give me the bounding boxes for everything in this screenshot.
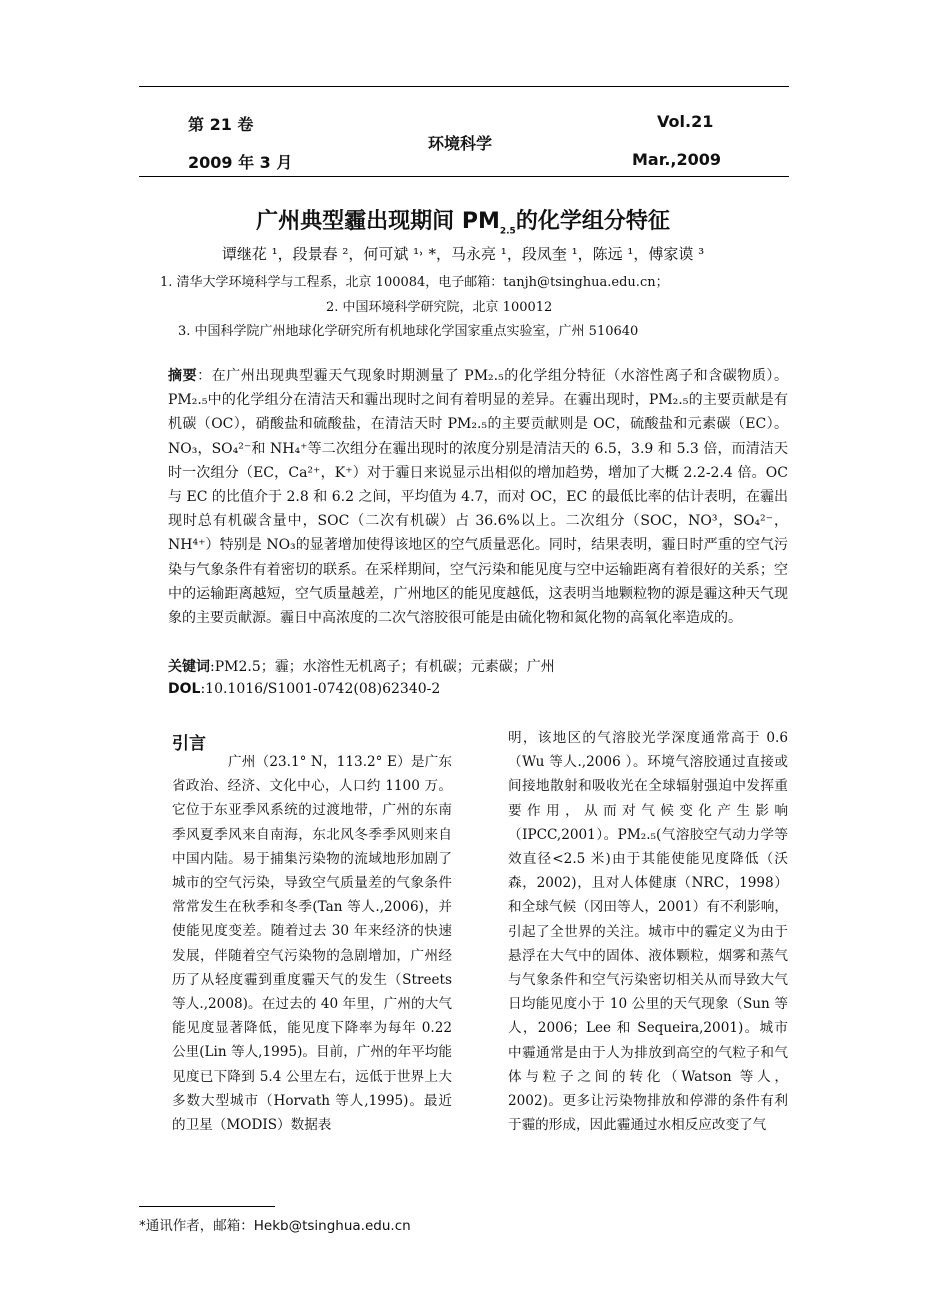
intro-column-2: 明，该地区的气溶胶光学深度通常高于 0.6（Wu 等人.,2006 ）。环境气溶胶通过直接或间接地散射和吸收光在全球辐射强迫中发挥重要作用，从而对气候变化产生影响（IPCC,2001）。PM₂.₅(气溶胶空气动力学等效直径<2.5 米)由于其能使能见度降低（沃森，2002)，且对人体健康（NRC，1998）和全球气候（冈田等人，2001）有不利影响，引起了全世界的关注。城市中的霾定义为由于悬浮在大气中的固体、液体颗粒，烟雾和蒸气与气象条件和空气污染密切相关从而导致大气日均能见度小于 10 公里的天气现象（Sun 等人，2006；Lee 和 Sequeira,2001)。城市中霾通常是由于人为排放到高空的气粒子和气体与粒子之间的转化（Watson 等人，2002)。更多让污染物排放和停滞的条件有利于霾的形成，因此霾通过水相反应改变了气 xyxy=(508,730,788,1134)
title-part1: 广州典型霾出现期间 PM xyxy=(256,209,500,234)
keywords-text: :PM2.5；霾；水溶性无机离子；有机碳；元素碳；广州 xyxy=(210,659,555,675)
affiliation-3: 3. 中国科学院广州地球化学研究所有机地球化学国家重点实验室，广州 510640 xyxy=(178,324,639,339)
affiliation-2: 2. 中国环境科学研究院，北京 100012 xyxy=(326,300,553,315)
footnote: *通讯作者，邮箱：Hekb@tsinghua.edu.cn xyxy=(139,1218,411,1234)
title-part2: 的化学组分特征 xyxy=(515,209,670,234)
header-rule xyxy=(139,86,789,87)
doi-text: :10.1016/S1001-0742(08)62340-2 xyxy=(200,681,441,697)
journal-name: 环境科学 xyxy=(428,134,493,153)
header-bottom-rule xyxy=(139,176,789,177)
doi-label: DOL xyxy=(168,681,201,697)
keywords xyxy=(168,656,555,676)
date-en: Mar.,2009 xyxy=(632,150,722,169)
paper-title xyxy=(0,204,926,235)
abstract-text: ：在广州出现典型霾天气现象时期测量了 PM₂.₅的化学组分特征（水溶性离子和含碳物质）。PM₂.₅中的化学组分在清洁天和霾出现时之间有着明显的差异。在霾出现时，PM₂.₅的主要贡献是有机碳（OC），硝酸盐和硫酸盐，在清洁天时 PM₂.₅的主要贡献则是 OC，硫酸盐和元素碳（EC）。NO₃，SO₄²⁻和 NH₄⁺等二次组分在霾出现时的浓度分别是清洁天的 6.5，3.9 和 5.3 倍，而清洁天时一次组分（EC，Ca²⁺，K⁺）对于霾日来说显示出相似的增加趋势，增加了大概 2.2-2.4 倍。OC 与 EC 的比值介于 2.8 和 6.2 之间，平均值为 4.7，而对 OC，EC 的最低比率的估计表明，在霾出现时总有机碳含量中，SOC（二次有机碳）占 36.6%以上。二次组分（SOC，NO³，SO₄²⁻，NH⁴⁺）特别是 NO₃的显著增加使得该地区的空气质量恶化。同时，结果表明，霾日时严重的空气污染与气象条件有着密切的联系。在采样期间，空气污染和能见度与空中运输距离有着很好的关系；空中的运输距离越短，空气质量越差，广州地区的能见度越低，这表明当地颗粒物的源是霾这种天气现象的主要贡献源。霾日中高浓度的二次气溶胶很可能是由硫化物和氮化物的高氧化率造成的。 xyxy=(168,368,789,627)
doi xyxy=(168,681,440,697)
section-heading-intro: 引言 xyxy=(172,734,206,754)
keywords-label: 关键词 xyxy=(168,659,210,675)
volume-cn: 第 21 卷 xyxy=(188,115,254,134)
intro-column-1: 广州（23.1° N，113.2° E）是广东省政治、经济、文化中心，人口约 1100 万。它位于东亚季风系统的过渡地带，广州的东南季风夏季风来自南海，东北风冬季季风则来自中国内陆。易于捕集污染物的流域地形加剧了城市的空气污染，导致空气质量差的气象条件常常发生在秋季和冬季(Tan 等人.,2006)，并使能见度变差。随着过去 30 年来经济的快速发展，伴随着空气污染物的急剧增加，广州经历了从轻度霾到重度霾天气的发生（Streets 等人.,2008)。在过去的 40 年里，广州的大气能见度显著降低，能见度下降率为每年 0.22 公里(Lin 等人,1995)。目前，广州的年平均能见度已下降到 5.4 公里左右，远低于世界上大多数大型城市（Horvath 等人,1995)。最近的卫星（MODIS）数据表 xyxy=(172,754,452,1134)
volume-en: Vol.21 xyxy=(657,112,714,131)
abstract-label: 摘要 xyxy=(168,368,198,384)
footnote-rule xyxy=(139,1206,275,1207)
date-cn: 2009 年 3 月 xyxy=(188,153,293,172)
title-subscript: 2.5 xyxy=(499,226,516,237)
affiliation-1: 1. 清华大学环境科学与工程系，北京 100084，电子邮箱：tanjh@tsinghua.edu.cn； xyxy=(160,275,669,290)
author-list: 谭继花 ¹，段景春 ²，何可斌 ¹˒ *，马永亮 ¹，段凤奎 ¹，陈远 ¹，傅家谟 ³ xyxy=(221,245,705,263)
abstract xyxy=(168,364,788,630)
